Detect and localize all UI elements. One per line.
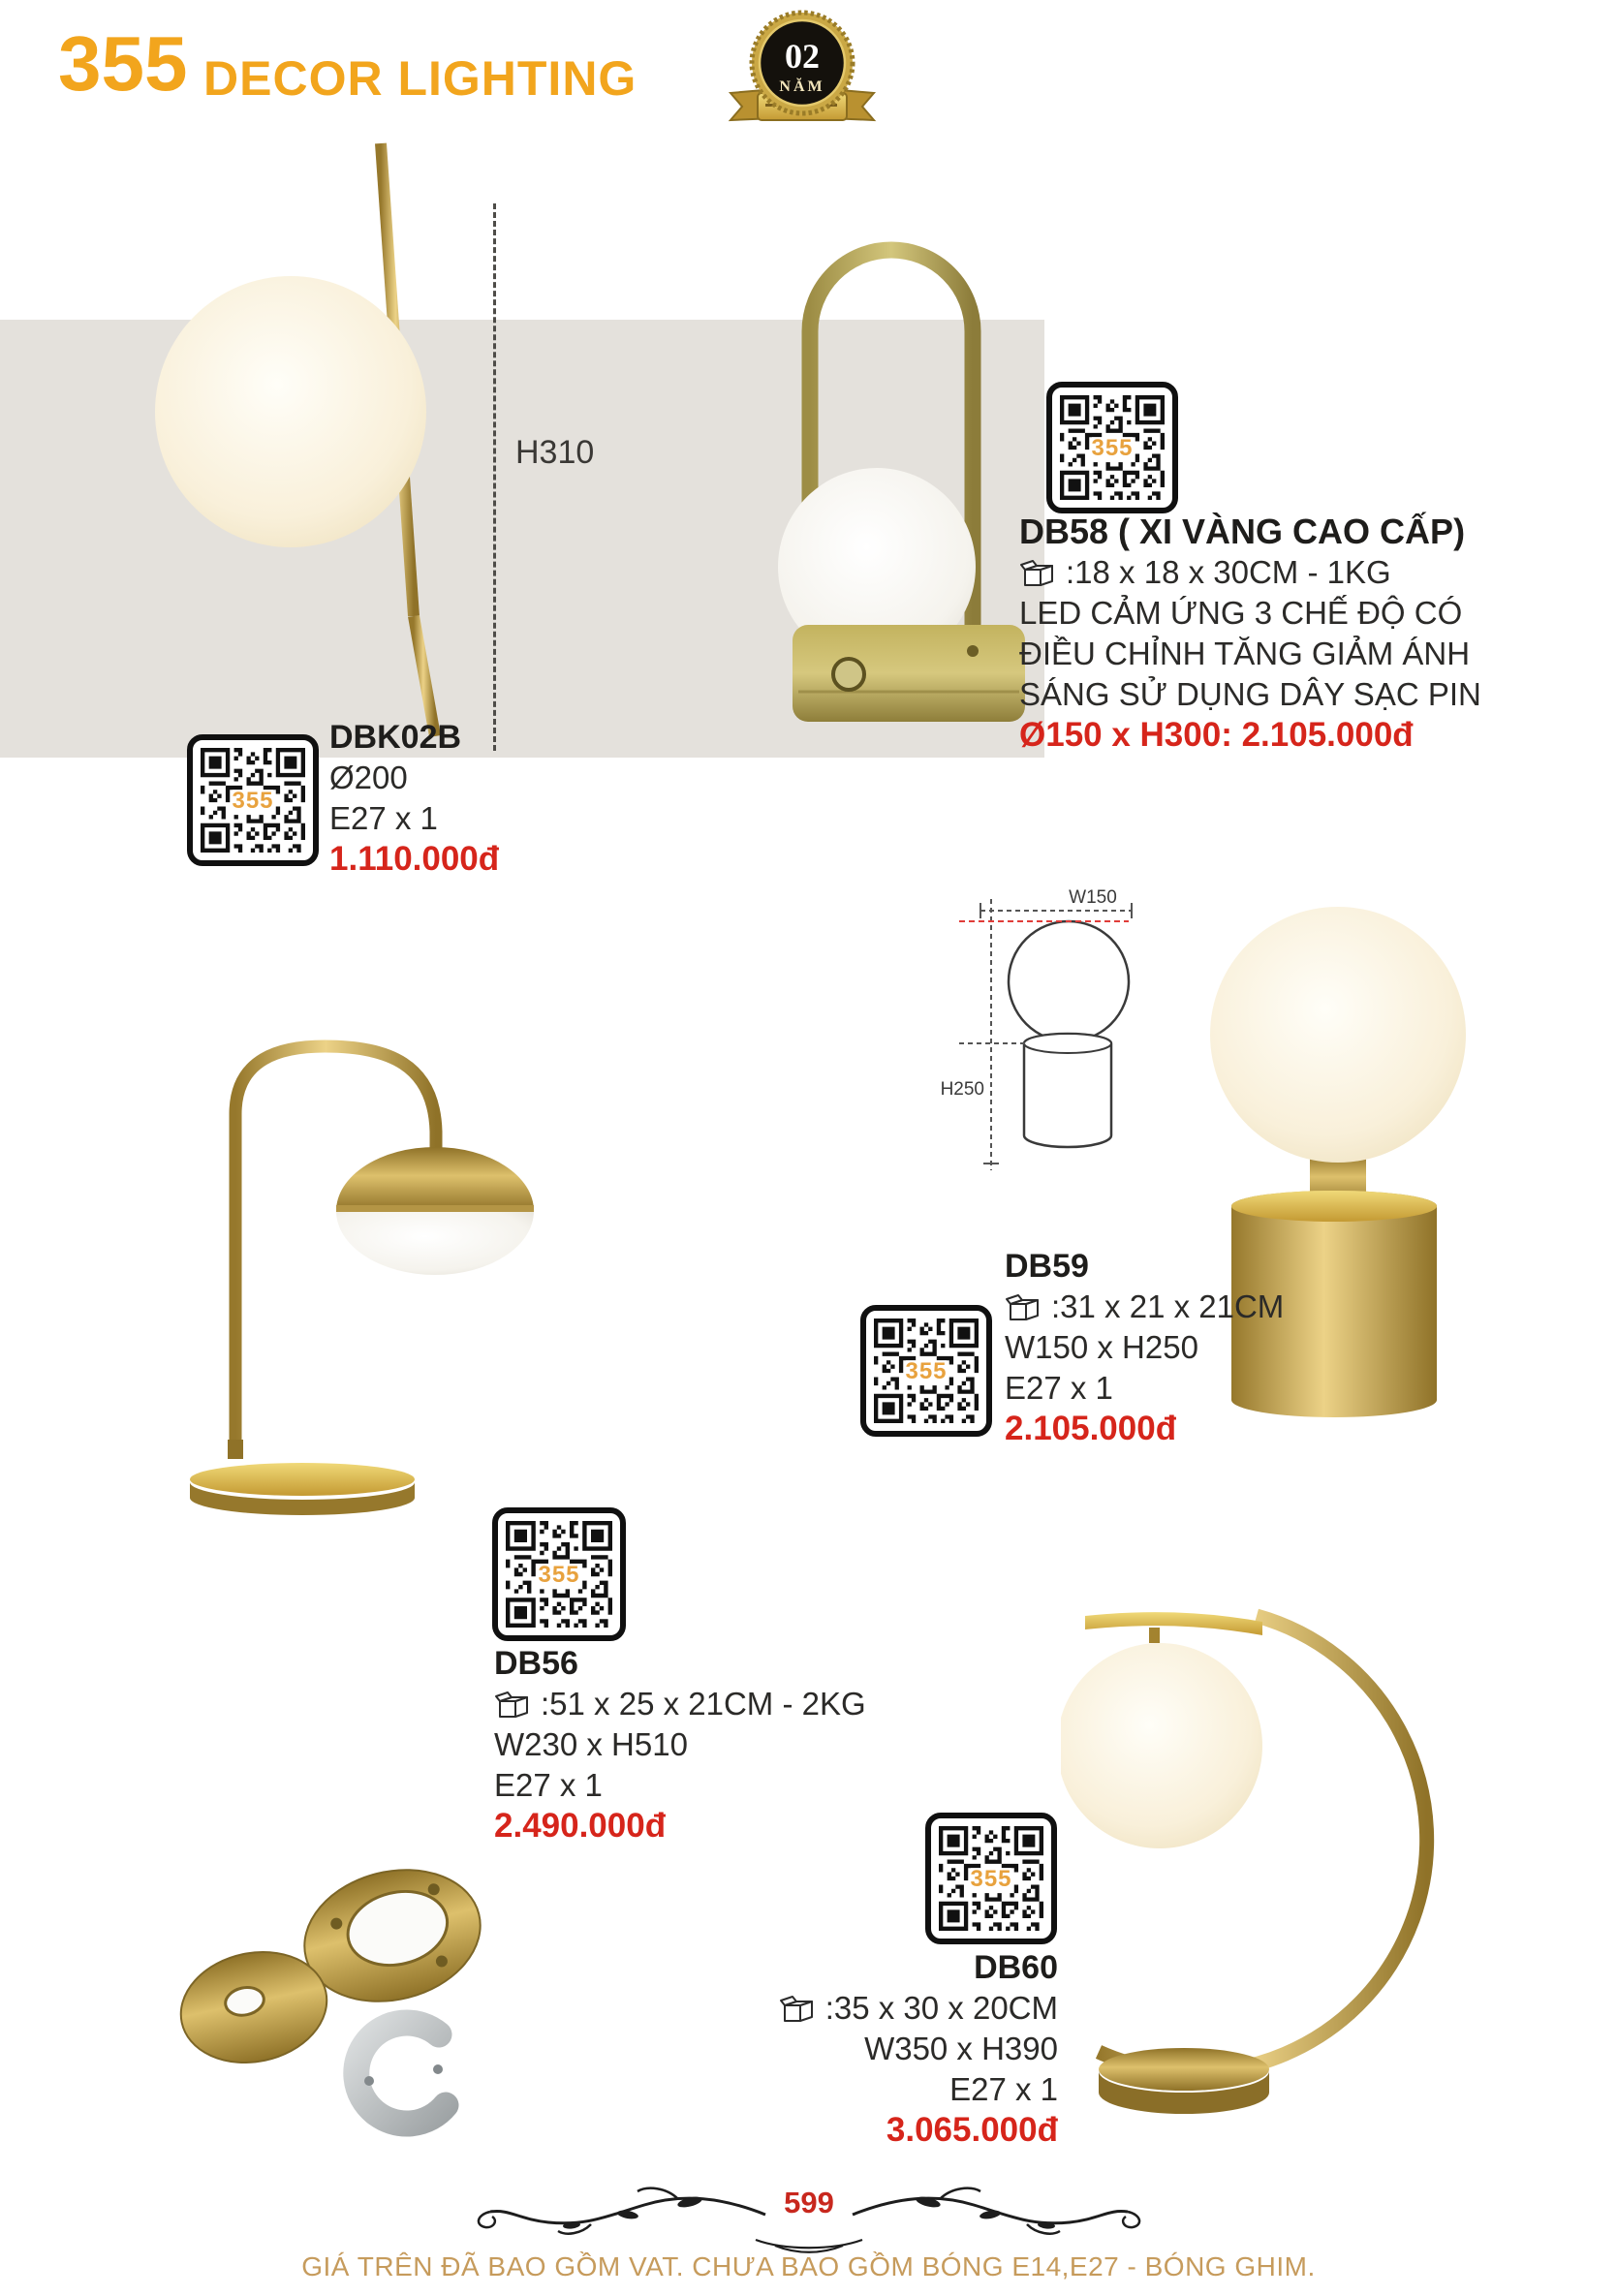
height-dimension-line — [493, 203, 496, 751]
dbk02b-lamp-photo — [87, 126, 513, 756]
db59-info — [1005, 1246, 1284, 1449]
page-code: 355 — [58, 20, 188, 107]
product-box-dims: :35 x 30 x 20CM — [824, 1990, 1058, 2026]
product-box-dims: :18 x 18 x 30CM - 1KG — [1066, 554, 1391, 590]
anniversary-badge-icon — [719, 10, 886, 134]
product-desc: LED CẢM ỨNG 3 CHẾ ĐỘ CÓ — [1019, 595, 1463, 631]
product-spec: W150 x H250 — [1005, 1329, 1198, 1365]
qr-center-label: 355 — [232, 788, 274, 815]
product-code: DB59 — [1005, 1247, 1089, 1285]
qr-center-label: 355 — [905, 1358, 948, 1385]
drawing-width-label: W150 — [1069, 887, 1117, 908]
db56-info — [494, 1643, 866, 1846]
package-icon — [779, 1993, 818, 2024]
db60-lamp-photo — [1061, 1584, 1516, 2126]
qr-code-db56 — [492, 1507, 626, 1641]
product-price: 1.110.000đ — [329, 840, 500, 878]
db56-lamp-photo — [126, 1027, 552, 1521]
product-spec: E27 x 1 — [1005, 1370, 1113, 1406]
package-icon — [494, 1689, 533, 1720]
height-dimension-label: H310 — [515, 434, 595, 471]
product-price: 2.490.000đ — [494, 1807, 667, 1845]
qr-center-label: 355 — [970, 1866, 1012, 1893]
qr-center-label: 355 — [538, 1562, 580, 1589]
product-spec: W350 x H390 — [864, 2031, 1058, 2066]
page-title: DECOR LIGHTING — [203, 51, 637, 106]
product-box-dims: :31 x 21 x 21CM — [1051, 1288, 1285, 1324]
product-spec: W230 x H510 — [494, 1726, 688, 1762]
dbk02b-info — [329, 717, 499, 880]
product-spec: E27 x 1 — [949, 2071, 1058, 2107]
product-price: 3.065.000đ — [886, 2111, 1058, 2149]
db60-info — [669, 1947, 1058, 2151]
badge-unit: NĂM — [779, 78, 825, 95]
qr-code-db60 — [925, 1813, 1057, 1944]
product-code: DB56 — [494, 1644, 578, 1682]
product-price: 2.105.000đ — [1005, 1410, 1177, 1447]
drawing-height-label: H250 — [940, 1079, 984, 1100]
badge-years: 02 — [785, 37, 820, 76]
package-icon — [1005, 1291, 1043, 1322]
db58-lamp-photo — [746, 233, 1056, 760]
product-price: Ø150 x H300: 2.105.000đ — [1019, 716, 1414, 754]
product-code: DB58 ( XI VÀNG CAO CẤP) — [1019, 512, 1466, 551]
footer-vat-note: GIÁ TRÊN ĐÃ BAO GỒM VAT. CHƯA BAO GỒM BÓNG E14,E27 - BÓNG GHIM. — [301, 2251, 1316, 2281]
product-spec: E27 x 1 — [494, 1767, 603, 1803]
product-code: DBK02B — [329, 718, 462, 756]
qr-center-label: 355 — [1091, 435, 1134, 462]
product-spec: E27 x 1 — [329, 800, 438, 836]
qr-code-db58 — [1046, 382, 1178, 513]
qr-code-db59 — [860, 1305, 992, 1437]
product-desc: ĐIỀU CHỈNH TĂNG GIẢM ÁNH — [1019, 636, 1471, 671]
product-spec: Ø200 — [329, 760, 408, 795]
db56-accessories-photo — [107, 1841, 533, 2170]
product-code: DB60 — [974, 1948, 1058, 1986]
db59-technical-drawing — [925, 867, 1143, 1187]
qr-code-dbk02b — [187, 734, 319, 866]
db58-info — [1019, 512, 1484, 756]
package-icon — [1019, 557, 1058, 588]
product-desc: SÁNG SỬ DỤNG DÂY SẠC PIN — [1019, 676, 1481, 712]
page-number: 599 — [784, 2186, 834, 2219]
product-box-dims: :51 x 25 x 21CM - 2KG — [541, 1686, 866, 1722]
